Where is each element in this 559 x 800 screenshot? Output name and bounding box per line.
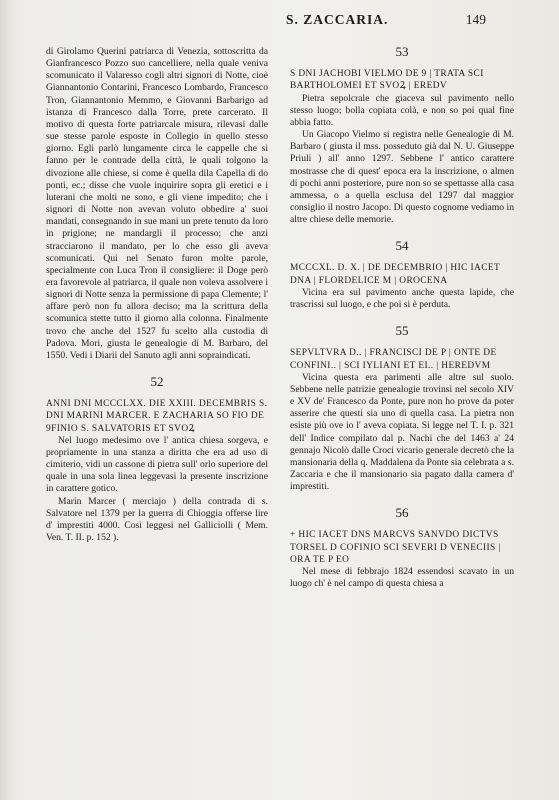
inscription-52: ANNI DNI MCCCLXX. DIE XXIII. DECEMBRIS S. DNI MARINI MARCER. E ZACHARIA SO FIO DE 9FINIO S. SALVATORIS ET SVOꝜ [46, 399, 268, 434]
inscription-56: + HIC IACET DNS MARCVS SANVDO DICTVS TORSEL D COFINIO SCI SEVERI D VENECIIS | ORA TE P EO [290, 530, 501, 565]
paragraph-53-description: Pietra sepolcrale che giaceva sul pavimento nello stesso luogo; bolla copiata colà, e non so poi qual fine abbia fatto. [290, 92, 514, 128]
entry-number-55: 55 [395, 323, 409, 339]
inscription-53: S DNI JACHOBI VIELMO DE 9 | TRATA SCI BARTHOLOMEI ET SVOꝜ | EREDV [290, 69, 484, 92]
page-header [0, 10, 559, 30]
inscription-55: SEPVLTVRA D.. | FRANCISCI DE P | ONTE DE CONFINI.. | SCI IYLIANI ET EI.. | HEREDVM [290, 348, 497, 371]
entry-number-52: 52 [150, 374, 164, 390]
paragraph-53-note: Un Giacopo Vielmo si registra nelle Genealogie di M. Barbaro ( giusta il mss. posseduto già dal N. U. Giuseppe Priuli ) all' anno 1297. Sebbene l' antico carattere mostrasse che di quest' epoca era la inscrizione, o almen di pochi anni posteriore, pure non so se spettasse alla casa ammessa, o a quella esclusa del 1297 dal maggior consiglio il nostro Jacopo. Di questo cognome vediamo in altre chiese delle memorie. [290, 129, 514, 226]
paragraph-56-start: Nel mese di febbrajo 1824 essendosi scavato in un luogo ch' è nel campo di questa chiesa a [290, 566, 514, 590]
page-number: 149 [465, 12, 486, 27]
paragraph-54-description: Vicina era sul pavimento anche questa lapide, che trascrissi sul luogo, e che poi si è perduta. [290, 286, 514, 310]
right-column [290, 46, 514, 590]
entry-number-56: 56 [395, 505, 409, 521]
entry-number-53: 53 [395, 44, 409, 59]
entry-number-54: 54 [395, 238, 409, 254]
paragraph-52-location: Nel luogo medesimo ove l' antica chiesa sorgeva, e propriamente in una stanza a diritta che era ad uso di cimiterio, vidi un cassone di pietra sull' orlo superiore del quale in una sola linea leggevasi la presente inscrizione in carattere gotico. [46, 434, 268, 495]
paragraph-52-note: Marin Marcer ( merciajo ) della contrada di s. Salvatore nel 1379 per la guerra di Chioggia offerse lire d' imprestiti 4000. Così leggesi nel Galliciolli ( Mem. Ven. T. II. p. 152 ). [46, 495, 268, 544]
left-column [46, 46, 268, 544]
paragraph-55-note: Vicina questa era parimenti alle altre sul suolo. Sebbene nelle patrizie genealogie trovinsi nel secolo XIV e XV de' Francesco da Ponte, pure non ho prove da poter asserire che questi sia uno di quella casa. La pietra non esiste più ove io l' aveva copiata. Si legge nel T. I. p. 321 dell' Indice compilato dal p. Nachi che del 1463 a' 24 gennajo Nicolò dalle Croci vicario generale decretò che la mansionaria della q. Maddalena da Ponte sia celebrata a s. Zaccaria e che il mansionario sia pagato dalla camera d' imprestiti. [290, 371, 514, 493]
paragraph-continued: di Girolamo Querini patriarca di Venezia, sottoscritta da Gianfrancesco Pozzo suo cancelliere, nella quale veniva scomunicato il Valaresso cogli altri signori di Notte, cioè Giannantonio Contarini, Francesco Lombardo, Francesco Tron, Giannantonio Memmo, e Giovanni Barbarigo ad istanza di Francesco dalla Torre, prete carcerato. Il motivo di questa forte patriarcale misura, rilevasi dalle sue stesse parole esposte in Collegio in quello stesso giorno. Egli parlò lungamente circa le cappelle che si fanno per le contrade della città, le quali tolgono la divozione alle chiese, si come è quella dila Capella di do ponti, ec.; disse che vuole inquirire sopra gli eretici e i luterani che molti ne sono, e gli viene impedito; che i signori di Notte non avevan voluto obbedire a' suoi mandati, consegnando in sue mani un prete tenuto da loro in prigione; ne mandargli il processo; che anzi stracciarono il mandato, per lo che esso gli aveva scomunicati. Qui nel Senato furon molte parole, specialmente con Luca Tron il consigliere: il Doge però era favorevole al patriarca, il quale non voleva assolvere i signori di Notte senza la permissione di papa Clemente; l' affare però non fu allora deciso; ma la scrittura della scomunica stette tutto il giorno alla colonna. Finalmente trovo che anche del 1527 fu scelto alla custodia di Padova. Mori, giusta le genealogie di M. Barbaro, del 1550. Vedi i Diarii del Sanuto agli anni sopraindicati. [46, 46, 268, 361]
inscription-54: MCCCXL. D. X. | DE DECEMBRIO | HIC IACET DNA | FLORDELICE M | OROCENA [290, 263, 500, 286]
running-title: S. ZACCARIA. [286, 12, 389, 27]
